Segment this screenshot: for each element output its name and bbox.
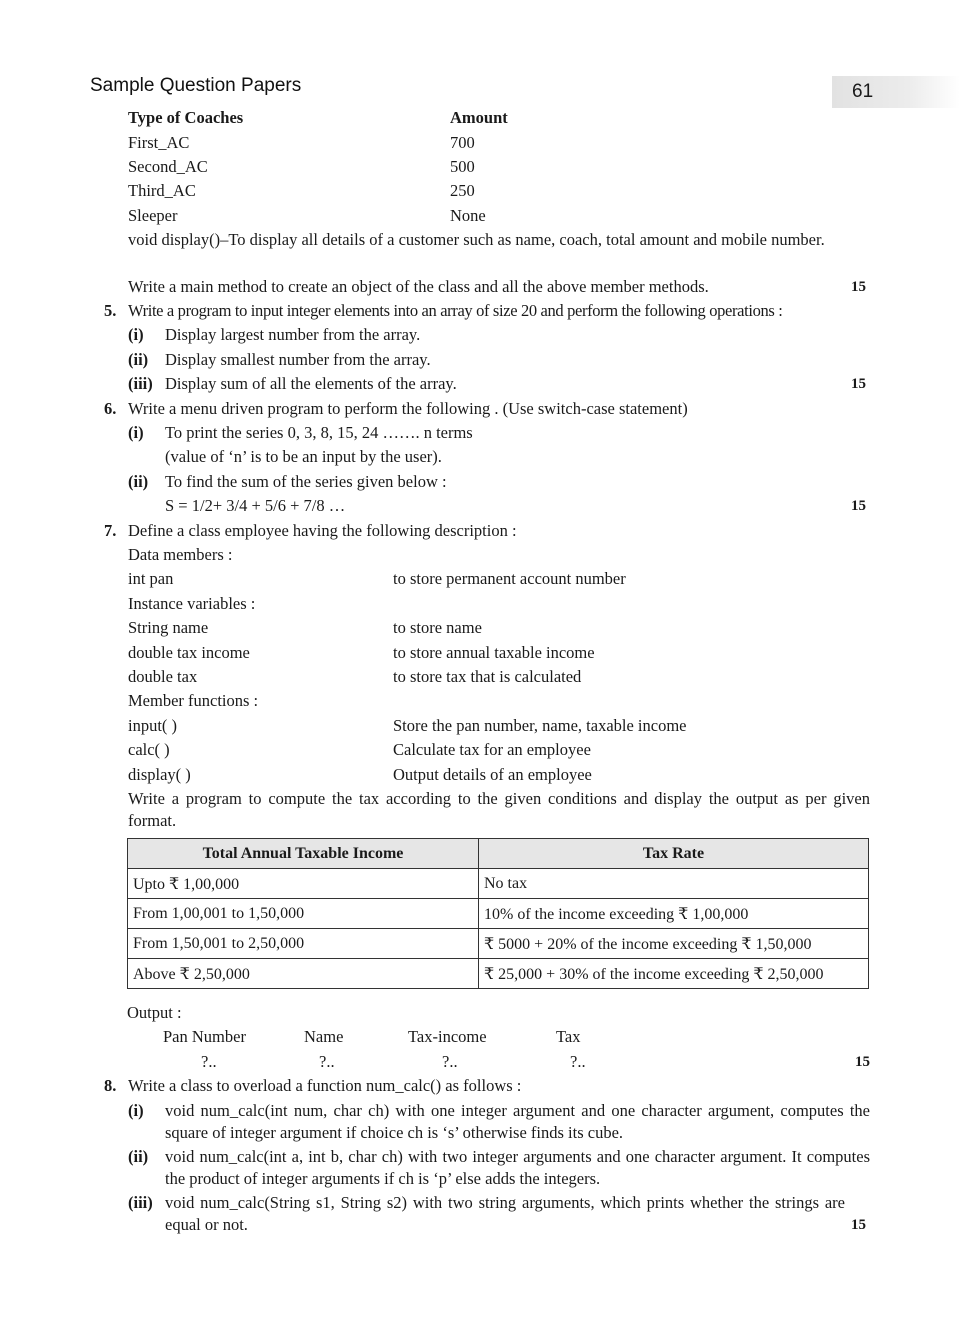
marks: 15: [851, 376, 866, 392]
output-header: Tax-income: [408, 1027, 487, 1046]
coach-amount: 500: [450, 157, 475, 176]
item-label: (i): [128, 325, 144, 344]
question-text: Write a menu driven program to perform the following . (Use switch-case statement): [128, 399, 688, 418]
question-number: 7.: [104, 521, 117, 540]
coaches-header-type: Type of Coaches: [128, 108, 244, 127]
column-header: Tax Rate: [479, 839, 869, 869]
output-header: Pan Number: [163, 1027, 246, 1046]
income-cell: Upto ₹ 1,00,000: [128, 869, 479, 899]
output-value: ?..: [570, 1052, 586, 1071]
coach-type: Third_AC: [128, 181, 196, 200]
item-label: (ii): [128, 472, 149, 491]
member-name: String name: [128, 618, 209, 637]
member-name: input( ): [128, 716, 178, 735]
output-value: ?..: [319, 1052, 335, 1071]
coach-type: First_AC: [128, 133, 190, 152]
main-method-text: Write a main method to create an object of the class and all the above member methods.: [128, 277, 709, 296]
display-method-text: void display()–To display all details of a customer such as name, coach, total amount and mobile number.: [128, 230, 825, 249]
item-text: void num_calc(int a, int b, char ch) with two integer arguments and one character argument. It computes the product of integer arguments if ch is ‘p’ else adds the integers.: [165, 1147, 870, 1188]
question-text: Write a class to overload a function num_calc() as follows :: [128, 1076, 522, 1095]
marks: 15: [851, 1217, 866, 1233]
coach-amount: 700: [450, 133, 475, 152]
output-label: Output :: [127, 1003, 182, 1022]
question-text: Define a class employee having the following description :: [128, 521, 517, 540]
member-desc: to store permanent account number: [393, 569, 626, 588]
item-text: Display sum of all the elements of the array.: [165, 374, 457, 393]
item-text: To print the series 0, 3, 8, 15, 24 ……. n terms: [165, 423, 473, 442]
coaches-header-amount: Amount: [450, 108, 508, 127]
marks: 15: [851, 498, 866, 514]
item-label: (i): [128, 423, 144, 442]
member-desc: to store annual taxable income: [393, 643, 595, 662]
member-name: int pan: [128, 569, 174, 588]
member-desc: Output details of an employee: [393, 765, 592, 784]
question-number: 8.: [104, 1076, 117, 1095]
rate-cell: ₹ 25,000 + 30% of the income exceeding ₹ 2,50,000: [479, 959, 869, 989]
coach-type: Second_AC: [128, 157, 208, 176]
member-desc: to store tax that is calculated: [393, 667, 582, 686]
series-formula: S = 1/2+ 3/4 + 5/6 + 7/8 …: [165, 496, 346, 515]
table-header-row: [128, 839, 869, 869]
coach-amount: 250: [450, 181, 475, 200]
rate-cell: 10% of the income exceeding ₹ 1,00,000: [479, 899, 869, 929]
page-number: 61: [852, 81, 874, 102]
output-value: ?..: [442, 1052, 458, 1071]
table-row: [128, 959, 869, 989]
question-text: Write a program to input integer elements into an array of size 20 and perform the following operations :: [128, 301, 783, 320]
item-text: To find the sum of the series given below :: [165, 472, 447, 491]
rate-cell: No tax: [479, 869, 869, 899]
member-desc: Calculate tax for an employee: [393, 740, 591, 759]
item-text: (value of ‘n’ is to be an input by the user).: [165, 447, 442, 466]
income-cell: Above ₹ 2,50,000: [128, 959, 479, 989]
item-text: Display smallest number from the array.: [165, 350, 431, 369]
section-label: Data members :: [128, 545, 233, 564]
output-value: ?..: [201, 1052, 217, 1071]
section-label: Member functions :: [128, 691, 259, 710]
coach-amount: None: [450, 206, 486, 225]
table-row: [128, 899, 869, 929]
item-label: (ii): [128, 1147, 149, 1166]
item-text: Display largest number from the array.: [165, 325, 421, 344]
rate-cell: ₹ 5000 + 20% of the income exceeding ₹ 1,50,000: [479, 929, 869, 959]
running-header: Sample Question Papers: [90, 75, 302, 96]
item-label: (i): [128, 1101, 144, 1120]
member-name: double tax income: [128, 643, 250, 662]
item-text: void num_calc(String s1, String s2) with two string arguments, which prints whether the strings are equal or not.: [165, 1193, 845, 1234]
marks: 15: [855, 1054, 870, 1070]
section-label: Instance variables :: [128, 594, 256, 613]
page-number-box: [832, 76, 960, 108]
member-name: calc( ): [128, 740, 170, 759]
table-row: [128, 929, 869, 959]
output-header: Name: [304, 1027, 344, 1046]
member-desc: Store the pan number, name, taxable income: [393, 716, 687, 735]
marks: 15: [851, 279, 866, 295]
question-number: 5.: [104, 301, 117, 320]
question-text: Write a program to compute the tax according to the given conditions and display the output as per given format.: [128, 789, 870, 830]
member-name: double tax: [128, 667, 198, 686]
member-name: display( ): [128, 765, 191, 784]
item-text: void num_calc(int num, char ch) with one integer argument and one character argument, computes the square of integer argument if choice ch is ‘s’ otherwise finds its cube.: [165, 1101, 870, 1142]
item-label: (iii): [128, 374, 153, 393]
coach-type: Sleeper: [128, 206, 178, 225]
item-label: (ii): [128, 350, 149, 369]
income-cell: From 1,50,001 to 2,50,000: [128, 929, 479, 959]
income-cell: From 1,00,001 to 1,50,000: [128, 899, 479, 929]
table-row: [128, 869, 869, 899]
item-label: (iii): [128, 1193, 153, 1212]
column-header: Total Annual Taxable Income: [128, 839, 479, 869]
tax-table: [127, 838, 869, 989]
question-number: 6.: [104, 399, 117, 418]
output-header: Tax: [556, 1027, 581, 1046]
member-desc: to store name: [393, 618, 482, 637]
